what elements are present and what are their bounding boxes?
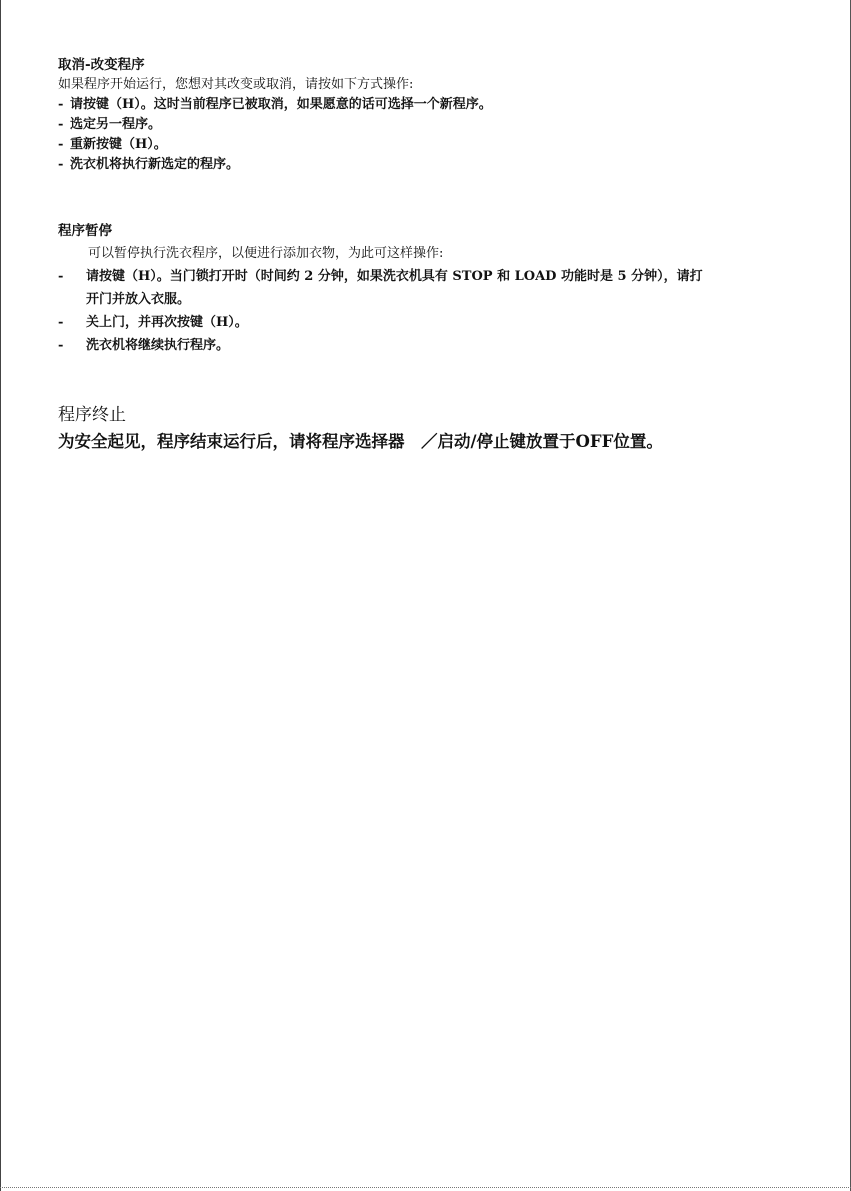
dash-marker: -	[58, 338, 64, 353]
cancel-item	[58, 115, 838, 135]
dash-marker: -	[58, 157, 64, 172]
cancel-item	[58, 135, 838, 155]
cancel-intro: 如果程序开始运行，您想对其改变或取消，请按如下方式操作:	[58, 77, 414, 92]
page-edge-bottom	[0, 1187, 851, 1189]
pause-heading: 程序暂停	[58, 223, 112, 239]
cancel-section	[58, 55, 838, 175]
pause-item	[58, 336, 838, 356]
end-heading: 程序终止	[58, 405, 126, 425]
pause-section	[58, 221, 838, 356]
cancel-item-text: 请按键（H）。这时当前程序已被取消，如果愿意的话可选择一个新程序。	[70, 97, 492, 112]
dash-marker: -	[58, 97, 64, 112]
dash-marker: -	[58, 137, 64, 152]
cancel-item	[58, 95, 838, 115]
pause-item-continuation: 开门并放入衣服。	[86, 292, 191, 307]
pause-item-text: 关上门，并再次按键（H）。	[86, 315, 248, 330]
dash-marker: -	[58, 117, 64, 132]
dash-marker: -	[58, 269, 64, 284]
page-edge-left	[0, 0, 1, 1191]
cancel-item	[58, 155, 838, 175]
cancel-item-text: 重新按键（H）。	[70, 137, 167, 152]
cancel-item-text: 洗衣机将执行新选定的程序。	[70, 157, 240, 172]
pause-item-text: 洗衣机将继续执行程序。	[86, 338, 230, 353]
cancel-heading: 取消-改变程序	[58, 57, 145, 73]
pause-item	[58, 313, 838, 333]
pause-item-text: 请按键（H）。当门锁打开时（时间约 2 分钟，如果洗衣机具有 STOP 和 LOAD 功能时是 5 分钟），请打	[86, 269, 703, 284]
end-section	[58, 403, 838, 455]
dash-marker: -	[58, 315, 64, 330]
cancel-item-text: 选定另一程序。	[70, 117, 162, 132]
pause-intro: 可以暂停执行洗衣程序，以便进行添加衣物，为此可这样操作:	[88, 246, 444, 261]
pause-item	[58, 267, 838, 287]
end-body: 为安全起见，程序结束运行后，请将程序选择器 ／启动/停止键放置于OFF位置。	[58, 432, 663, 451]
